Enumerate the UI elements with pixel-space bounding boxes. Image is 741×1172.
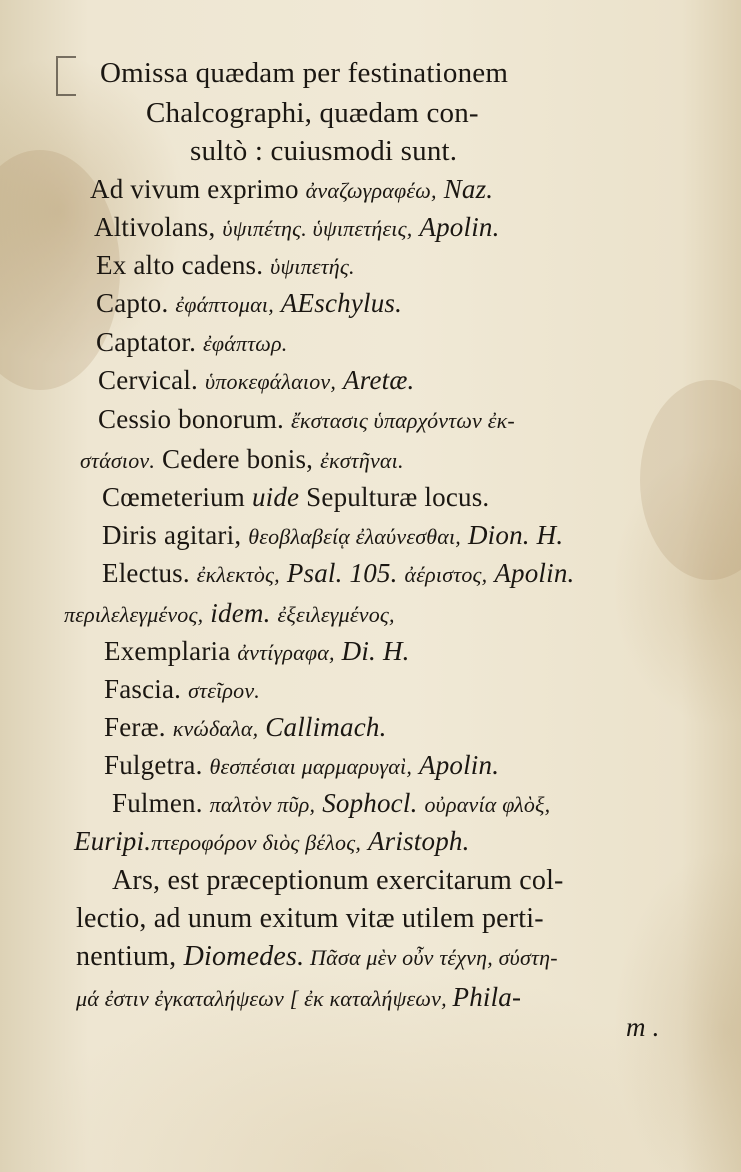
greek-term: κνώδαλα,: [172, 716, 259, 741]
latin-term: Altivolans,: [94, 212, 223, 242]
entry-line: [98, 402, 515, 438]
entry-line: [96, 248, 355, 284]
author-ref: AEschylus.: [280, 288, 403, 318]
greek-term: ἐξειλεγμένος,: [277, 602, 395, 627]
author-ref: Aristoph.: [367, 826, 470, 856]
latin-term: Diris agitari,: [102, 520, 249, 550]
water-stain: [640, 380, 741, 580]
latin-term: Exemplaria: [104, 636, 238, 666]
entry-line: [104, 672, 260, 708]
greek-term: Πᾶσα μὲν οὖν τέχνη, σύστη-: [304, 945, 558, 970]
greek-term: θεσπέσιαι μαρμαρυγαὶ,: [209, 754, 413, 779]
paragraph-line: [76, 940, 558, 975]
greek-term: ἀέριστος,: [404, 562, 488, 587]
author-ref: Callimach.: [265, 712, 387, 742]
entry-line: [96, 286, 402, 322]
paragraph-text: nentium,: [76, 941, 184, 972]
greek-term: [ ἐκ καταλήψεων,: [289, 986, 453, 1011]
latin-term: Fascia.: [104, 674, 189, 704]
author-ref: Apolin.: [419, 212, 500, 242]
greek-term: πτεροφόρον διὸς βέλος,: [151, 830, 362, 855]
greek-term: στεῖρον.: [188, 678, 261, 703]
paragraph-line: [76, 980, 521, 1016]
entry-line: [104, 634, 410, 670]
greek-term: περιλελεγμένος,: [64, 602, 204, 627]
greek-term: στάσιον.: [80, 448, 156, 473]
greek-term: ὑποκεφάλαιον,: [204, 369, 337, 394]
greek-term: ὑψιπέτης. ὑψιπετήεις,: [222, 216, 413, 241]
entry-line: [94, 210, 500, 246]
latin-term: Captator.: [96, 327, 203, 357]
greek-term: ἐφάπτομαι,: [175, 292, 274, 317]
author-ref: Euripi.: [74, 826, 152, 856]
latin-term: Ad vivum exprimo: [90, 174, 306, 204]
entry-line: [112, 786, 550, 822]
latin-term: Ex alto cadens.: [96, 250, 271, 280]
entry-line: [98, 363, 415, 399]
cross-ref: uide: [251, 482, 300, 512]
greek-term: παλτὸν πῦρ,: [209, 792, 316, 817]
greek-term: ἀναζωγραφέω,: [305, 178, 437, 203]
entry-line: [80, 442, 404, 478]
latin-term: Cessio bonorum.: [98, 404, 291, 434]
author-ref: Di. H.: [341, 636, 410, 666]
greek-term: ὑψιπετής.: [270, 254, 355, 279]
latin-term: Electus.: [102, 558, 197, 588]
latin-term: Fulmen.: [112, 788, 210, 818]
bracket-mark: [56, 56, 76, 96]
header-line: Omissa quædam per festinationem: [100, 57, 509, 89]
author-ref: Apolin.: [419, 750, 500, 780]
entry-line: [104, 748, 499, 784]
entry-line: [74, 824, 470, 860]
author-ref: Psal. 105.: [286, 558, 398, 588]
author-ref: Diomedes.: [183, 941, 305, 972]
entry-line: [96, 325, 287, 361]
author-ref: Sophocl.: [322, 788, 418, 818]
author-ref: Naz.: [443, 174, 494, 204]
author-ref: Apolin.: [494, 558, 575, 588]
latin-term: Cervical.: [98, 365, 205, 395]
latin-term: Capto.: [96, 288, 176, 318]
greek-term: ἐκστῆναι.: [320, 448, 404, 473]
entry-line: [90, 172, 493, 208]
entry-line: [104, 710, 387, 746]
greek-term: ἐκλεκτὸς,: [196, 562, 280, 587]
author-ref: idem.: [210, 598, 271, 628]
latin-term: Feræ.: [104, 712, 173, 742]
entry-line: [102, 556, 575, 592]
paragraph-line: Ars, est præceptionum exercitarum col-: [112, 865, 564, 896]
greek-term: θεοβλαβείᾳ ἐλαύνεσθαι,: [248, 524, 462, 549]
author-ref: Aretæ.: [343, 365, 415, 395]
greek-term: ἐφάπτωρ.: [202, 331, 288, 356]
greek-term: ἔκστασις ὑπαρχόντων ἐκ-: [290, 408, 515, 433]
paragraph-line: lectio, ad unum exitum vitæ utilem perti-: [76, 903, 544, 934]
greek-term: οὐρανία φλὸξ,: [424, 792, 551, 817]
greek-term: μά ἐστιν ἐγκαταλήψεων: [76, 986, 290, 1011]
entry-line: [102, 518, 563, 554]
catchword: m .: [626, 1012, 660, 1042]
latin-term: Cœmeterium: [102, 482, 252, 512]
author-ref: Dion. H.: [467, 520, 564, 550]
greek-term: ἀντίγραφα,: [237, 640, 335, 665]
header-line: sultò : cuiusmodi sunt.: [190, 135, 458, 167]
author-ref: Phila-: [452, 982, 522, 1012]
header-line: Chalcographi, quædam con-: [146, 97, 479, 129]
latin-term: Fulgetra.: [104, 750, 210, 780]
latin-term: Cedere bonis,: [155, 444, 321, 474]
entry-line: [64, 596, 395, 632]
latin-term: Sepulturæ locus.: [299, 482, 490, 512]
entry-line: [102, 480, 489, 514]
